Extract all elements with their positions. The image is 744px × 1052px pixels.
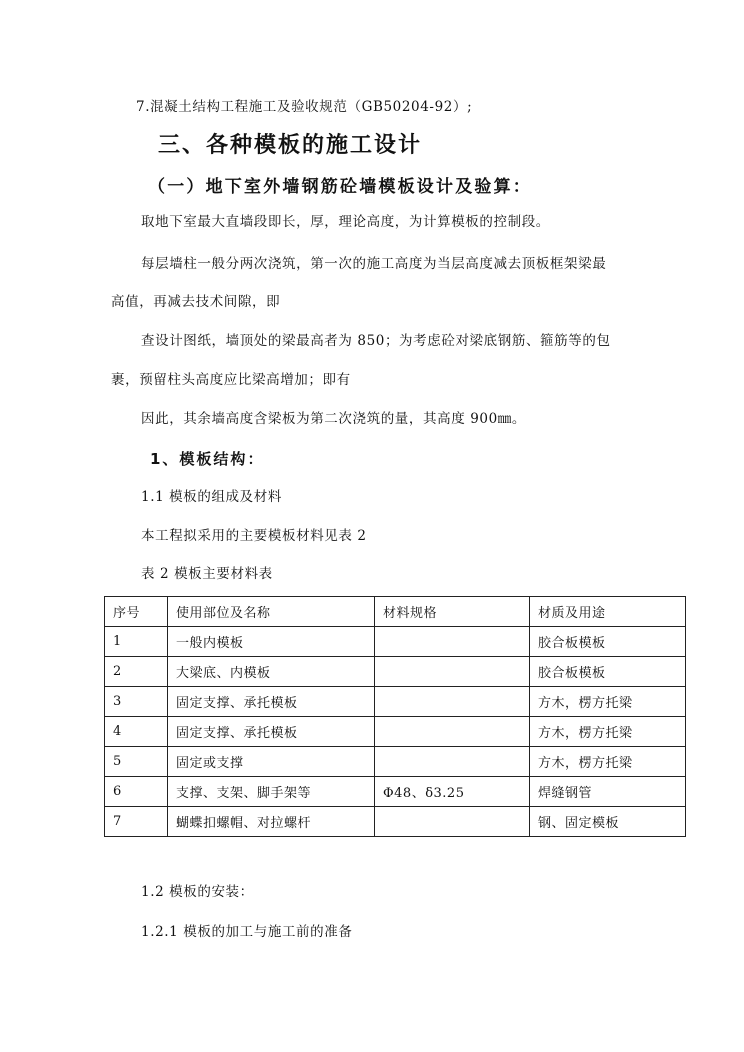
table-row (105, 717, 686, 747)
header-index: 序号 (105, 597, 168, 627)
cell-spec (375, 747, 530, 777)
ref-item: 7.混凝土结构工程施工及验收规范（GB50204-92）; (136, 99, 473, 115)
heading-1-1: 1.1 模板的组成及材料 (141, 489, 282, 505)
cell-material: 胶合板模板 (530, 657, 686, 687)
subsection-title: （一）地下室外墙钢筋砼墙模板设计及验算： (148, 177, 532, 197)
paragraph-2-line-1: 每层墙柱一般分两次浇筑，第一次的施工高度为当层高度减去顶板框架梁最 (141, 256, 607, 272)
table-row (105, 807, 686, 837)
cell-spec: Φ48、δ3.25 (375, 777, 530, 807)
cell-index: 4 (105, 717, 168, 747)
table-row (105, 657, 686, 687)
cell-index: 7 (105, 807, 168, 837)
cell-usage: 一般内模板 (168, 627, 375, 657)
cell-usage: 支撑、支架、脚手架等 (168, 777, 375, 807)
cell-usage: 蝴蝶扣螺帽、对拉螺杆 (168, 807, 375, 837)
cell-material: 方木，楞方托梁 (530, 687, 686, 717)
table-header-row (105, 597, 686, 627)
section-title: 三、各种模板的施工设计 (158, 133, 423, 158)
header-usage: 使用部位及名称 (168, 597, 375, 627)
paragraph-2-line-2: 高值，再减去技术间隙，即 (111, 294, 281, 310)
cell-index: 5 (105, 747, 168, 777)
cell-spec (375, 657, 530, 687)
cell-spec (375, 717, 530, 747)
heading-1-2-1: 1.2.1 模板的加工与施工前的准备 (141, 924, 353, 940)
header-spec: 材料规格 (375, 597, 530, 627)
cell-material: 方木，楞方托梁 (530, 747, 686, 777)
table-row (105, 747, 686, 777)
paragraph-4: 因此，其余墙高度含梁板为第二次浇筑的量，其高度 900㎜。 (141, 411, 526, 427)
cell-material: 方木，楞方托梁 (530, 717, 686, 747)
heading-1: 1、模板结构： (150, 450, 265, 468)
cell-material: 钢、固定模板 (530, 807, 686, 837)
table-row (105, 777, 686, 807)
paragraph-1: 取地下室最大直墙段即长，厚，理论高度，为计算模板的控制段。 (141, 214, 550, 230)
paragraph-3-line-2: 裹，预留柱头高度应比梁高增加；即有 (111, 372, 351, 388)
table-caption: 表 2 模板主要材料表 (141, 566, 273, 582)
cell-index: 2 (105, 657, 168, 687)
cell-spec (375, 807, 530, 837)
cell-material: 焊缝钢管 (530, 777, 686, 807)
cell-spec (375, 687, 530, 717)
table-row (105, 627, 686, 657)
header-material: 材质及用途 (530, 597, 686, 627)
cell-index: 3 (105, 687, 168, 717)
cell-index: 1 (105, 627, 168, 657)
materials-table (104, 596, 686, 837)
cell-usage: 固定或支撑 (168, 747, 375, 777)
cell-spec (375, 627, 530, 657)
cell-usage: 固定支撑、承托模板 (168, 717, 375, 747)
cell-usage: 固定支撑、承托模板 (168, 687, 375, 717)
cell-material: 胶合板模板 (530, 627, 686, 657)
heading-1-2: 1.2 模板的安装： (141, 884, 254, 900)
table-intro: 本工程拟采用的主要模板材料见表 2 (141, 528, 367, 544)
table-row (105, 687, 686, 717)
cell-usage: 大梁底、内模板 (168, 657, 375, 687)
cell-index: 6 (105, 777, 168, 807)
paragraph-3-line-1: 查设计图纸，墙顶处的梁最高者为 850；为考虑砼对梁底钢筋、箍筋等的包 (141, 333, 611, 349)
